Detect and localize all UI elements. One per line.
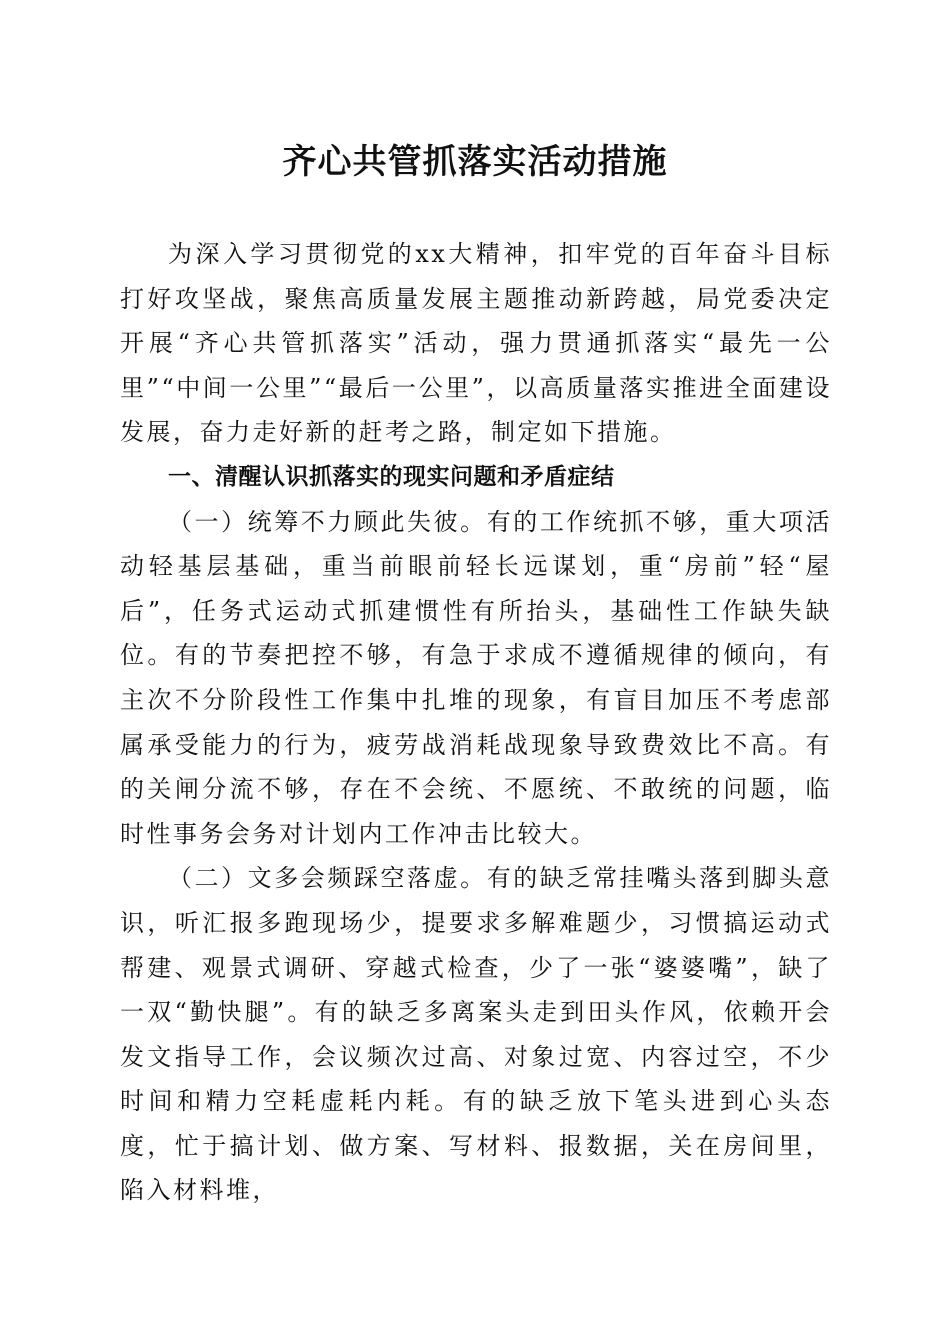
document-title: 齐心共管抓落实活动措施 (282, 142, 668, 182)
paragraph-1: （一）统筹不力顾此失彼。有的工作统抓不够，重大项活动轻基层基础，重当前眼前轻长远谋划，重“房前”轻“屋后”，任务式运动式抓建惯性有所抬头，基础性工作缺失缺位。有的节奏把控不够，有急于求成不遵循规律的倾向，有主次不分阶段性工作集中扎堆的现象，有盲目加压不考虑部属承受能力的行为，疲劳战消耗战现象导致费效比不高。有的关闸分流不够，存在不会统、不愿统、不敢统的问题，临时性事务会务对计划内工作冲击比较大。 (120, 507, 832, 848)
paragraph-2: （二）文多会频踩空落虚。有的缺乏常挂嘴头落到脚头意识，听汇报多跑现场少，提要求多解难题少，习惯搞运动式帮建、观景式调研、穿越式检查，少了一张“婆婆嘴”，缺了一双“勤快腿”。有的缺乏多离案头走到田头作风，依赖开会发文指导工作，会议频次过高、对象过宽、内容过空，不少时间和精力空耗虚耗内耗。有的缺乏放下笔头进到心头态度，忙于搞计划、做方案、写材料、报数据，关在房间里，陷入材料堆， (120, 864, 832, 1205)
document-body (120, 232, 832, 1213)
section-heading-1: 一、清醒认识抓落实的现实问题和矛盾症结 (168, 463, 615, 490)
intro-paragraph: 为深入学习贯彻党的xx大精神，扣牢党的百年奋斗目标打好攻坚战，聚焦高质量发展主题推动新跨越，局党委决定开展“齐心共管抓落实”活动，强力贯通抓落实“最先一公里”“中间一公里”“最后一公里”，以高质量落实推进全面建设发展，奋力走好新的赶考之路，制定如下措施。 (120, 240, 832, 447)
